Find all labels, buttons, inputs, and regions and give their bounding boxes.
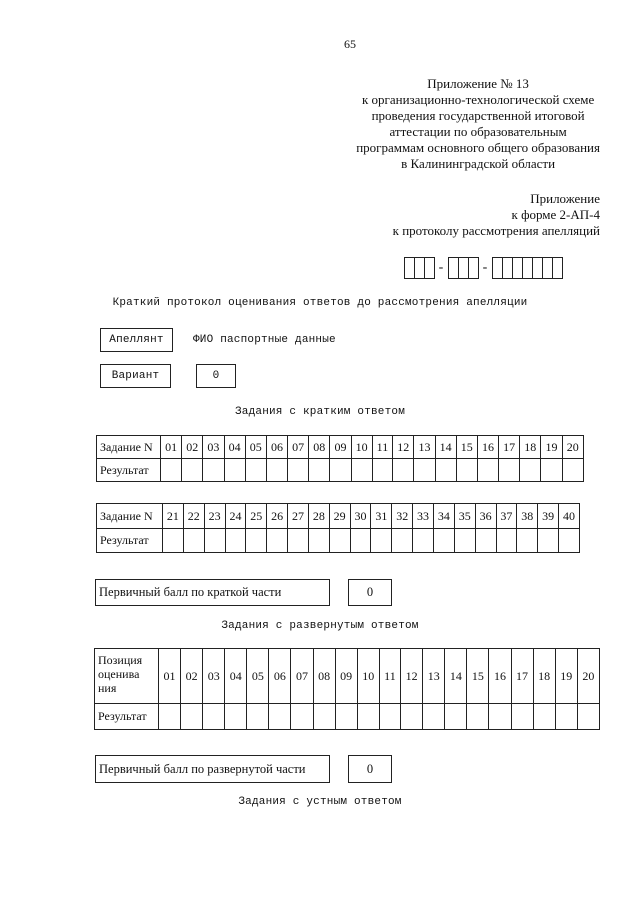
header-line: аттестации по образовательным (389, 124, 567, 139)
result-cell[interactable] (517, 529, 538, 553)
task-number-cell: 24 (225, 504, 246, 529)
result-label: Результат (97, 459, 161, 482)
result-cell[interactable] (392, 529, 413, 553)
result-cell[interactable] (246, 529, 267, 553)
result-cell[interactable] (245, 459, 266, 482)
header-line: к форме 2-АП-4 (511, 207, 600, 222)
task-number-cell: 01 (161, 436, 182, 459)
result-cell[interactable] (562, 459, 583, 482)
task-number-cell: 13 (423, 649, 445, 704)
result-cell[interactable] (313, 704, 335, 730)
task-number-cell: 04 (224, 436, 245, 459)
oral-answer-section-title: Задания с устным ответом (238, 796, 402, 808)
result-cell[interactable] (161, 459, 182, 482)
result-cell[interactable] (291, 704, 313, 730)
task-number-cell: 38 (517, 504, 538, 529)
result-cell[interactable] (330, 459, 351, 482)
task-number-cell: 15 (467, 649, 489, 704)
result-cell[interactable] (351, 459, 372, 482)
result-cell[interactable] (308, 529, 329, 553)
task-number-cell: 37 (496, 504, 517, 529)
result-cell[interactable] (288, 459, 309, 482)
extended-answer-section-title: Задания с развернутым ответом (221, 620, 419, 632)
result-cell[interactable] (445, 704, 467, 730)
form-title: Краткий протокол оценивания ответов до рассмотрения апелляции (112, 297, 528, 309)
result-cell[interactable] (350, 529, 371, 553)
task-number-row (97, 504, 580, 529)
task-number-label: Задание N (97, 436, 161, 459)
result-cell[interactable] (335, 704, 357, 730)
short-score-label: Первичный балл по краткой части (95, 579, 330, 606)
task-number-cell: 11 (379, 649, 400, 704)
result-cell[interactable] (183, 529, 204, 553)
position-label-line: оценива (98, 667, 140, 681)
task-number-cell: 04 (225, 649, 247, 704)
header-line: к организационно-технологической схеме (361, 92, 595, 107)
header-line: к протоколу рассмотрения апелляций (392, 223, 600, 238)
form-header (393, 191, 600, 239)
result-cell[interactable] (309, 459, 330, 482)
reg-dash: - (438, 260, 444, 275)
result-cell[interactable] (288, 529, 309, 553)
header-line: Приложение (530, 191, 600, 206)
task-number-cell: 07 (288, 436, 309, 459)
task-number-cell: 22 (183, 504, 204, 529)
short-answer-table-2 (96, 503, 580, 553)
task-number-cell: 06 (269, 649, 291, 704)
result-cell[interactable] (357, 704, 379, 730)
result-cell[interactable] (401, 704, 423, 730)
task-number-cell: 17 (499, 436, 520, 459)
task-number-cell: 21 (163, 504, 184, 529)
task-number-cell: 06 (266, 436, 287, 459)
result-row (95, 704, 600, 730)
task-number-cell: 12 (401, 649, 423, 704)
task-number-cell: 14 (445, 649, 467, 704)
result-cell[interactable] (203, 704, 225, 730)
short-answer-section-title: Задания с кратким ответом (234, 406, 406, 418)
task-number-cell: 10 (351, 436, 372, 459)
task-number-cell: 10 (357, 649, 379, 704)
task-number-cell: 28 (308, 504, 329, 529)
result-cell[interactable] (475, 529, 496, 553)
result-cell[interactable] (456, 459, 477, 482)
task-number-cell: 32 (392, 504, 413, 529)
task-number-cell: 36 (475, 504, 496, 529)
task-number-cell: 30 (350, 504, 371, 529)
position-row (95, 649, 600, 704)
header-line: Приложение № 13 (427, 76, 529, 91)
task-number-cell: 18 (520, 436, 541, 459)
result-cell[interactable] (247, 704, 269, 730)
task-number-cell: 25 (246, 504, 267, 529)
position-label (95, 649, 159, 704)
result-cell[interactable] (163, 529, 184, 553)
result-cell[interactable] (372, 459, 392, 482)
task-number-cell: 01 (159, 649, 181, 704)
task-number-cell: 35 (454, 504, 475, 529)
task-number-cell: 26 (267, 504, 288, 529)
variant-value[interactable]: 0 (196, 364, 236, 388)
appellant-value: ФИО паспортные данные (193, 334, 336, 346)
task-number-cell: 19 (541, 436, 562, 459)
result-label: Результат (95, 704, 159, 730)
result-cell[interactable] (414, 459, 435, 482)
task-number-cell: 08 (313, 649, 335, 704)
result-cell[interactable] (224, 459, 245, 482)
task-number-cell: 16 (477, 436, 498, 459)
result-cell[interactable] (181, 704, 203, 730)
task-number-cell: 23 (204, 504, 225, 529)
result-cell[interactable] (379, 704, 400, 730)
result-cell[interactable] (559, 529, 580, 553)
result-row (97, 529, 580, 553)
result-label: Результат (97, 529, 163, 553)
task-number-cell: 17 (511, 649, 533, 704)
task-number-cell: 03 (203, 436, 224, 459)
result-cell[interactable] (477, 459, 498, 482)
result-cell[interactable] (329, 529, 350, 553)
task-number-cell: 40 (559, 504, 580, 529)
result-cell[interactable] (533, 704, 555, 730)
task-number-cell: 16 (489, 649, 511, 704)
position-label-line: Позиция (98, 653, 143, 667)
task-number-cell: 11 (372, 436, 392, 459)
task-number-cell: 05 (247, 649, 269, 704)
variant-label: Вариант (100, 364, 171, 388)
result-cell[interactable] (435, 459, 456, 482)
task-number-cell: 08 (309, 436, 330, 459)
result-cell[interactable] (225, 704, 247, 730)
task-number-row (97, 436, 584, 459)
result-cell[interactable] (489, 704, 511, 730)
result-cell[interactable] (496, 529, 517, 553)
result-cell[interactable] (499, 459, 520, 482)
result-cell[interactable] (371, 529, 392, 553)
task-number-cell: 02 (181, 649, 203, 704)
task-number-cell: 27 (288, 504, 309, 529)
result-cell[interactable] (577, 704, 599, 730)
short-answer-table-1 (96, 435, 584, 482)
result-cell[interactable] (269, 704, 291, 730)
header-line: программам основного общего образования (356, 140, 600, 155)
task-number-cell: 39 (538, 504, 559, 529)
registration-number-boxes (404, 257, 562, 279)
extended-score-value[interactable]: 0 (348, 755, 392, 783)
appendix-header (356, 76, 600, 172)
task-number-cell: 31 (371, 504, 392, 529)
result-cell[interactable] (541, 459, 562, 482)
task-number-cell: 20 (562, 436, 583, 459)
header-line: в Калининградской области (401, 156, 556, 171)
result-cell[interactable] (225, 529, 246, 553)
short-score-value[interactable]: 0 (348, 579, 392, 606)
result-cell[interactable] (182, 459, 203, 482)
task-number-cell: 14 (435, 436, 456, 459)
result-cell[interactable] (555, 704, 577, 730)
task-number-cell: 15 (456, 436, 477, 459)
task-number-cell: 18 (533, 649, 555, 704)
task-number-cell: 09 (335, 649, 357, 704)
task-number-cell: 29 (329, 504, 350, 529)
task-number-cell: 03 (203, 649, 225, 704)
result-cell[interactable] (520, 459, 541, 482)
result-cell[interactable] (204, 529, 225, 553)
appellant-label: Апеллянт (100, 328, 173, 352)
task-number-cell: 07 (291, 649, 313, 704)
extended-score-label: Первичный балл по развернутой части (95, 755, 330, 783)
result-cell[interactable] (433, 529, 454, 553)
result-cell[interactable] (159, 704, 181, 730)
task-number-cell: 34 (433, 504, 454, 529)
result-cell[interactable] (266, 459, 287, 482)
task-number-cell: 20 (577, 649, 599, 704)
position-label-line: ния (98, 681, 117, 695)
task-number-cell: 09 (330, 436, 351, 459)
header-line: проведения государственной итоговой (371, 108, 585, 123)
task-number-cell: 02 (182, 436, 203, 459)
result-cell[interactable] (423, 704, 445, 730)
result-cell[interactable] (511, 704, 533, 730)
result-cell[interactable] (393, 459, 414, 482)
reg-box[interactable] (552, 257, 563, 279)
task-number-cell: 05 (245, 436, 266, 459)
task-number-cell: 12 (393, 436, 414, 459)
task-number-cell: 19 (555, 649, 577, 704)
result-cell[interactable] (467, 704, 489, 730)
result-cell[interactable] (267, 529, 288, 553)
task-number-cell: 13 (414, 436, 435, 459)
extended-answer-table (94, 648, 600, 730)
task-number-label: Задание N (97, 504, 163, 529)
reg-dash: - (482, 260, 488, 275)
result-row (97, 459, 584, 482)
task-number-cell: 33 (413, 504, 434, 529)
result-cell[interactable] (454, 529, 475, 553)
result-cell[interactable] (538, 529, 559, 553)
result-cell[interactable] (413, 529, 434, 553)
page-number: 65 (344, 37, 356, 51)
result-cell[interactable] (203, 459, 224, 482)
